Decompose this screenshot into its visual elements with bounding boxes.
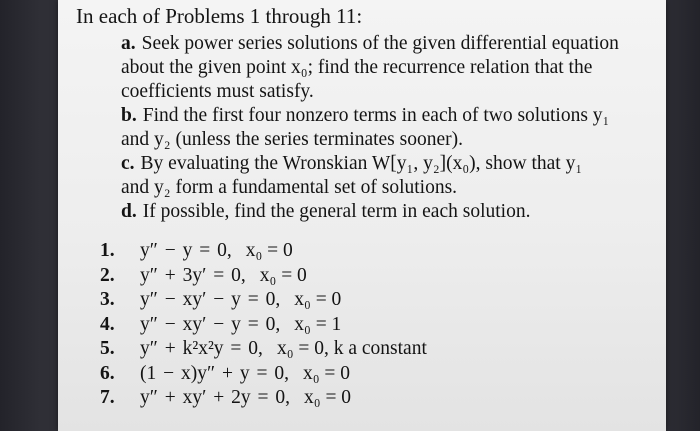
instruction-line: By evaluating the Wronskian W[y₁, y₂](x₀), show that y₁ — [140, 153, 583, 174]
problem-number: 2. — [100, 264, 115, 286]
instruction-line: Find the first four nonzero terms in each of two solutions y₁ — [142, 105, 610, 126]
problem-set-intro: In each of Problems 1 through 11: — [76, 4, 363, 28]
problem-initial-point: x₀ = 0 — [245, 240, 293, 261]
problem-item — [100, 337, 427, 362]
problem-initial-point: x₀ = 0 — [294, 289, 342, 310]
instruction-line: about the given point x₀; find the recurrence relation that the — [121, 57, 593, 78]
problem-equation: y″ − y = 0, — [140, 240, 232, 261]
problem-equation: y″ − xy′ − y = 0, — [140, 313, 281, 335]
problem-item — [100, 239, 427, 264]
problem-item — [100, 362, 427, 387]
problem-number: 4. — [100, 313, 115, 335]
problem-initial-point: x₀ = 0 — [304, 387, 352, 408]
problem-initial-point: x₀ = 0 — [302, 362, 351, 384]
instruction-letter: b. — [121, 105, 137, 126]
problem-number: 7. — [100, 387, 115, 408]
problem-number: 1. — [100, 240, 115, 261]
instruction-line: and y₂ form a fundamental set of solutions. — [121, 177, 458, 198]
problem-equation: y″ + k²x²y = 0, — [140, 338, 263, 359]
instruction-letter: c. — [121, 153, 135, 174]
instruction-b — [121, 104, 651, 152]
problem-equation: y″ + xy′ + 2y = 0, — [140, 387, 291, 408]
instruction-letter: a. — [121, 33, 136, 54]
instruction-a — [121, 32, 651, 104]
problem-number: 6. — [100, 362, 115, 384]
problem-initial-point: x₀ = 1 — [294, 313, 342, 335]
instruction-line: Seek power series solutions of the given differential equation — [141, 33, 619, 54]
instruction-list — [121, 32, 651, 224]
problem-equation: y″ + 3y′ = 0, — [140, 264, 246, 286]
problem-item — [100, 386, 427, 411]
problem-number: 3. — [100, 289, 115, 310]
instruction-line: coefficients must satisfy. — [121, 81, 314, 102]
problem-equation: (1 − x)y″ + y = 0, — [140, 362, 289, 384]
problem-initial-point: x₀ = 0 — [259, 264, 307, 286]
problem-initial-point: x₀ = 0, k a constant — [276, 338, 427, 359]
problem-number: 5. — [100, 338, 115, 359]
instruction-line: and y₂ (unless the series terminates sooner). — [121, 129, 463, 150]
problem-equation: y″ − xy′ − y = 0, — [140, 289, 281, 310]
problem-item — [100, 313, 427, 338]
instruction-d — [121, 200, 651, 224]
problem-item — [100, 288, 427, 313]
instruction-letter: d. — [121, 201, 137, 222]
instruction-c — [121, 152, 651, 200]
problem-list — [100, 239, 427, 411]
problem-item — [100, 264, 427, 289]
instruction-line: If possible, find the general term in each solution. — [142, 201, 531, 222]
